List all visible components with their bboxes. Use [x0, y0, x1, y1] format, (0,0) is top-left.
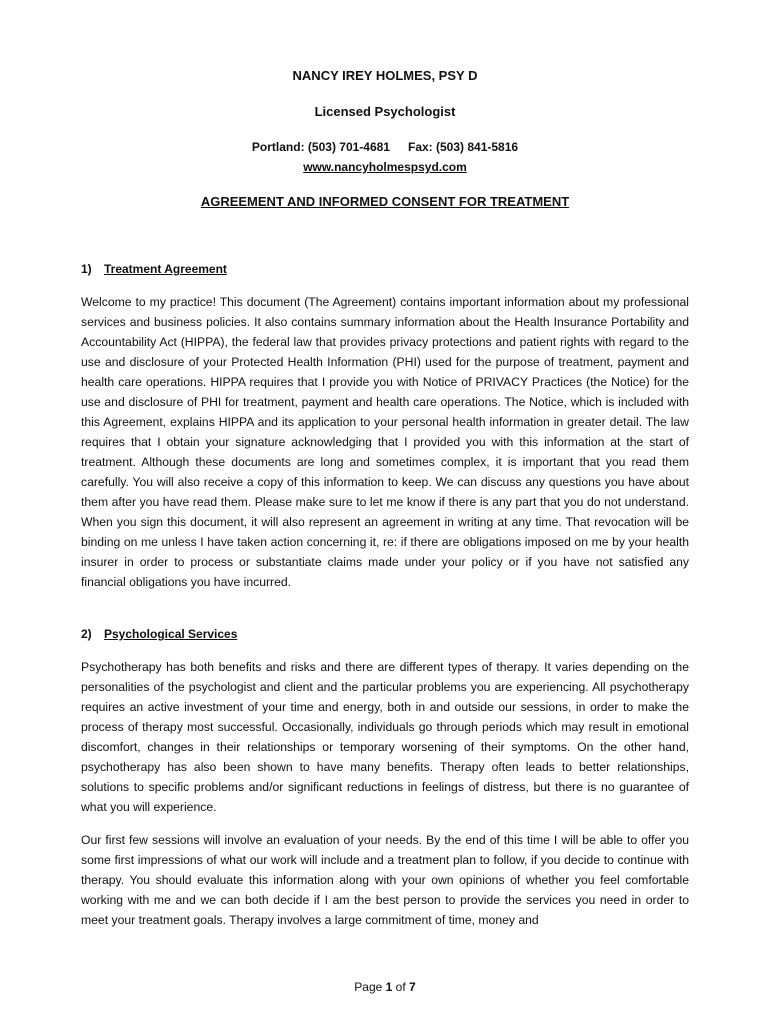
- page-number: [0, 980, 770, 994]
- page-label: Page: [354, 980, 383, 994]
- website-link[interactable]: www.nancyholmespsyd.com: [303, 160, 467, 174]
- section-number: 1): [81, 262, 92, 276]
- paragraph-treatment-agreement: Welcome to my practice! This document (The Agreement) contains important information about my professional services and business policies. It also contains summary information about the Health Insurance Portability and Accountability Act (HIPPA), the federal law that provides privacy protections and patient rights with regard to the use and disclosure of your Protected Health Information (PHI) used for the purpose of treatment, payment and health care operations. HIPPA requires that I provide you with Notice of PRIVACY Practices (the Notice) for the use and disclosure of PHI for treatment, payment and health care operations. The Notice, which is included with this Agreement, explains HIPPA and its application to your personal health information in greater detail. The law requires that I obtain your signature acknowledging that I provided you with this information at the start of treatment. Although these documents are long and sometimes complex, it is important that you read them carefully. You will also receive a copy of this information to keep. We can discuss any questions you have about them after you have read them. Please make sure to let me know if there is any part that you do not understand. When you sign this document, it will also represent an agreement in writing at any time. That revocation will be binding on me unless I have taken action concerning it, re: if there are obligations imposed on me by your health insurer in order to process or substantiate claims made under your policy or if you have not satisfied any financial obligations you have incurred.: [81, 295, 689, 589]
- practitioner-name: NANCY IREY HOLMES, PSY D: [292, 68, 478, 83]
- paragraph-psychological-services-2: Our first few sessions will involve an evaluation of your needs. By the end of this time I will be able to offer you some first impressions of what our work will include and a treatment plan to follow, if you decide to continue with therapy. You should evaluate this information along with your own opinions of whether you feel comfortable working with me and we can both decide if I am the best person to provide the services you need in order to meet your treatment goals. Therapy involves a large commitment of time, money and: [81, 833, 689, 927]
- practitioner-credential: Licensed Psychologist: [314, 104, 456, 119]
- section-heading-treatment-agreement: [81, 262, 227, 276]
- phone-number: Portland: (503) 701-4681: [251, 140, 390, 154]
- page-of: of: [395, 980, 406, 994]
- paragraph-psychological-services-1: Psychotherapy has both benefits and risks and there are different types of therapy. It varies depending on the personalities of the psychologist and client and the particular problems you are experiencing. All psychotherapy requires an active investment of your time and energy, both in and outside our sessions, in order to make the process of therapy most successful. Occasionally, individuals go through periods which may result in emotional discomfort, changes in their relationships or temporary worsening of their symptoms. On the other hand, psychotherapy has also been shown to have many benefits. Therapy often leads to better relationships, solutions to specific problems and/or significant reductions in feelings of distress, but there is no guarantee of what you will experience.: [81, 660, 689, 814]
- page-total: 7: [409, 980, 416, 994]
- document-title: AGREEMENT AND INFORMED CONSENT FOR TREATMENT: [200, 194, 570, 209]
- section-title: Treatment Agreement: [104, 262, 227, 276]
- contact-line: [0, 140, 770, 154]
- section-heading-psychological-services: [81, 627, 237, 641]
- section-number: 2): [81, 627, 92, 641]
- fax-number: Fax: (503) 841-5816: [407, 140, 519, 154]
- section-title: Psychological Services: [104, 627, 238, 641]
- page-current: 1: [385, 980, 393, 994]
